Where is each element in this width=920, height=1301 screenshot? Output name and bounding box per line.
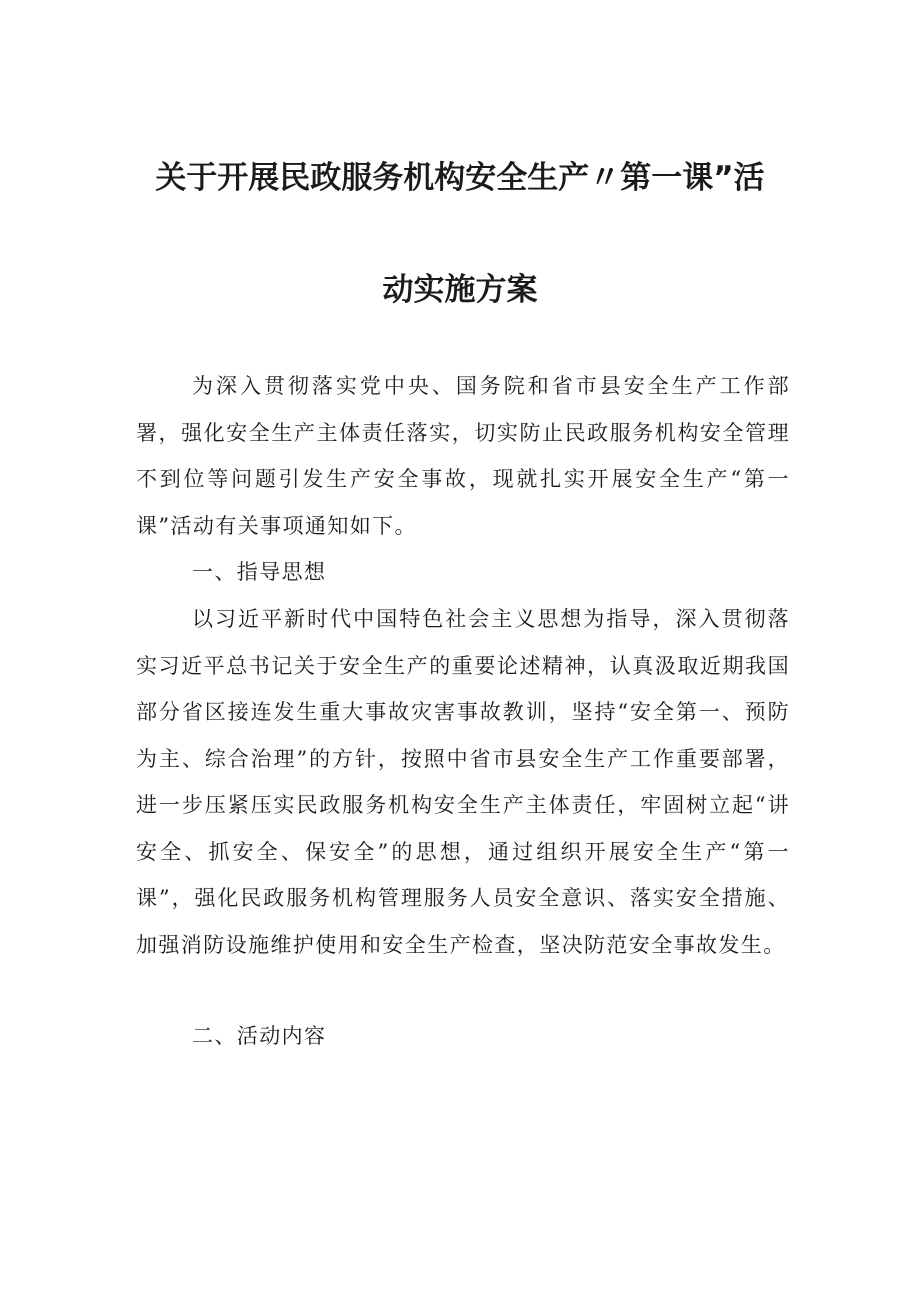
section-heading-activity-content: 二、活动内容 bbox=[192, 1024, 327, 1048]
intro-paragraph: 为深入贯彻落实党中央、国务院和省市县安全生产工作部署，强化安全生产主体责任落实，切实防止民政服务机构安全管理不到位等问题引发生产安全事故，现就扎实开展安全生产“第一课”活动有关事项通知如下。 bbox=[136, 374, 790, 538]
guiding-ideology-paragraph: 以习近平新时代中国特色社会主义思想为指导，深入贯彻落实习近平总书记关于安全生产的重要论述精神，认真汲取近期我国部分省区接连发生重大事故灾害事故教训，坚持“安全第一、预防为主、综合治理”的方针，按照中省市县安全生产工作重要部署，进一步压紧压实民政服务机构安全生产主体责任，牢固树立起“讲安全、抓安全、保安全”的思想，通过组织开展安全生产“第一课”，强化民政服务机构管理服务人员安全意识、落实安全措施、加强消防设施维护使用和安全生产检查，坚决防范安全事故发生。 bbox=[136, 607, 790, 957]
section-heading-guiding-ideology: 一、指导思想 bbox=[192, 560, 327, 584]
document-title-line-1: 关于开展民政服务机构安全生产〃第一课”活 bbox=[155, 160, 765, 196]
document-title-line-2: 动实施方案 bbox=[382, 272, 538, 308]
